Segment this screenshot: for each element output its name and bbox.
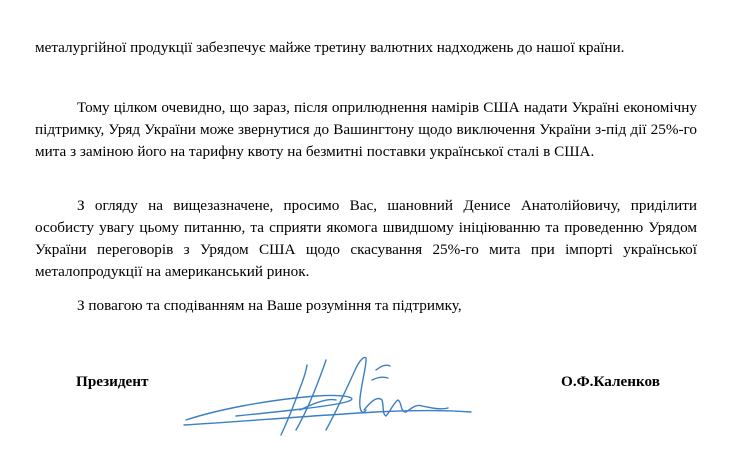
paragraph-us-support: Тому цілком очевидно, що зараз, після оприлюднення намірів США надати Україні економічну підтримку, Уряд України може звернутися до Вашингтону щодо виключення України з-під дії 25%-го мита з заміною його на тарифну квоту на безмитні поставки української сталі в США.	[35, 99, 697, 160]
paragraph-continuation: металургійної продукції забезпечує майже третину валютних надходжень до нашої країни.	[35, 39, 625, 56]
signatory-title: Президент	[76, 373, 149, 390]
handwritten-signature	[176, 350, 476, 450]
paragraph-request: З огляду на вищезазначене, просимо Вас, шановний Денисе Анатолійовичу, приділити особисту увагу цьому питанню, та сприяти якомога швидшому ініціюванню та проведенню Урядом України переговорів з Урядом США щодо скасування 25%-го мита при імпорті української металопродукції на американський ринок.	[35, 197, 697, 280]
paragraph-closing: З повагою та сподіванням на Ваше розуміння та підтримку,	[77, 297, 462, 314]
signatory-name: О.Ф.Каленков	[561, 373, 660, 390]
